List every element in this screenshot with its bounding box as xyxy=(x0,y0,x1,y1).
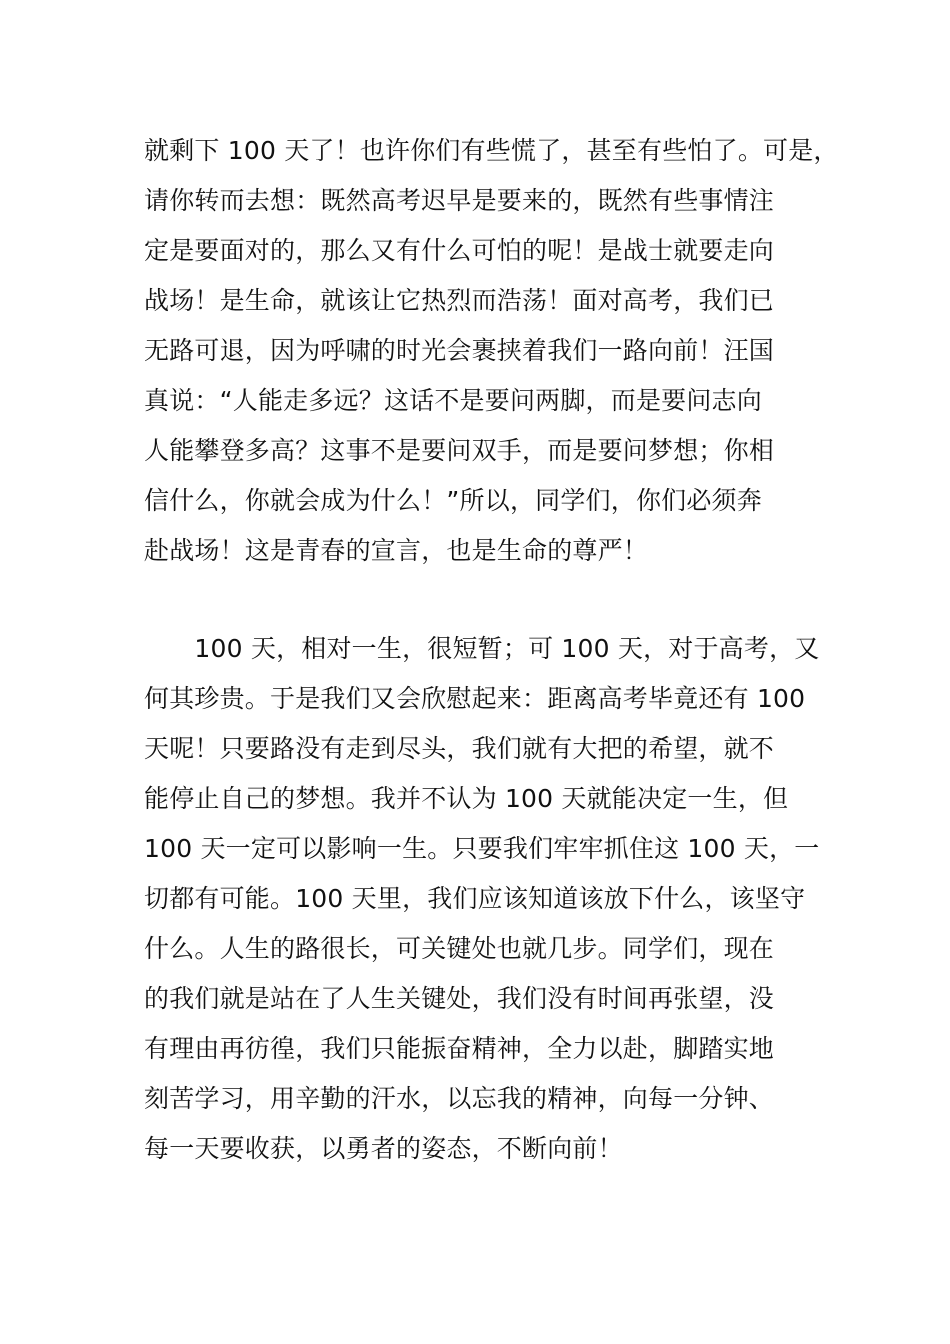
text-line: 定是要面对的，那么又有什么可怕的呢！是战士就要走向 xyxy=(144,236,775,265)
text-line: 每一天要收获，以勇者的姿态，不断向前！ xyxy=(144,1134,623,1163)
text-line: 战场！是生命，就该让它热烈而浩荡！面对高考，我们已 xyxy=(144,286,775,315)
text-line: 真说：“人能走多远？这话不是要问两脚，而是要问志向 xyxy=(144,386,762,415)
paragraph-1 xyxy=(144,126,839,576)
text-line: 天呢！只要路没有走到尽头，我们就有大把的希望，就不 xyxy=(144,734,775,763)
text-line: 赴战场！这是青春的宣言，也是生命的尊严！ xyxy=(144,536,649,565)
paragraph-2 xyxy=(144,624,819,1174)
text-line: 什么。人生的路很长，可关键处也就几步。同学们，现在 xyxy=(144,934,775,963)
text-line: 能停止自己的梦想。我并不认为 100 天就能决定一生，但 xyxy=(144,784,789,813)
text-line: 何其珍贵。于是我们又会欣慰起来：距离高考毕竟还有 100 xyxy=(144,684,806,713)
text-line: 刻苦学习，用辛勤的汗水，以忘我的精神，向每一分钟、 xyxy=(144,1084,775,1113)
text-line: 请你转而去想：既然高考迟早是要来的，既然有些事情注 xyxy=(144,186,775,215)
text-line: 信什么，你就会成为什么！”所以，同学们，你们必须奔 xyxy=(144,486,762,515)
text-line: 100 天一定可以影响一生。只要我们牢牢抓住这 100 天，一 xyxy=(144,834,820,863)
text-line: 无路可退，因为呼啸的时光会裹挟着我们一路向前！汪国 xyxy=(144,336,775,365)
text-line: 100 天，相对一生，很短暂；可 100 天，对于高考，又 xyxy=(144,634,820,663)
text-line: 有理由再彷徨，我们只能振奋精神，全力以赴，脚踏实地 xyxy=(144,1034,775,1063)
text-line: 的我们就是站在了人生关键处，我们没有时间再张望，没 xyxy=(144,984,775,1013)
text-line: 就剩下 100 天了！也许你们有些慌了，甚至有些怕了。可是， xyxy=(144,136,839,165)
text-line: 人能攀登多高？这事不是要问双手，而是要问梦想；你相 xyxy=(144,436,775,465)
text-line: 切都有可能。100 天里，我们应该知道该放下什么，该坚守 xyxy=(144,884,806,913)
